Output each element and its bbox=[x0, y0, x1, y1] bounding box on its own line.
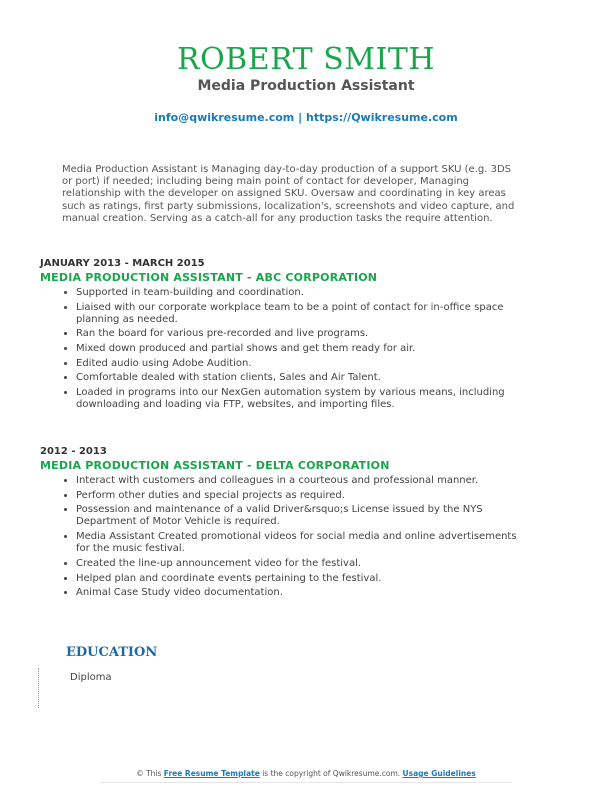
footer-divider bbox=[100, 782, 512, 783]
candidate-role: Media Production Assistant bbox=[197, 78, 415, 94]
job-bullet: Interact with customers and colleagues in a courteous and professional manner. bbox=[64, 475, 519, 487]
summary-paragraph: Media Production Assistant is Managing day-to-day production of a support SKU (e.g. 3DS or port) if needed; including being main point of contact for developer, Managing relationship with the developer on assigned SKU. Oversaw and coordinating in key areas such as ratings, first party submissions, localization's, screenshots and video capture, and manual creation. Serving as a catch-all for any production tasks the require attention. bbox=[62, 164, 515, 224]
job-bullet: Helped plan and coordinate events pertaining to the festival. bbox=[64, 573, 519, 585]
contact-separator: | bbox=[298, 111, 303, 124]
contact-line bbox=[0, 111, 612, 124]
free-resume-template-link[interactable]: Free Resume Template bbox=[163, 769, 260, 778]
usage-guidelines-link[interactable]: Usage Guidelines bbox=[402, 769, 476, 778]
job-bullet: Possession and maintenance of a valid Driver&rsquo;s License issued by the NYS Department of Motor Vehicle is required. bbox=[64, 504, 519, 529]
job-bullet: Animal Case Study video documentation. bbox=[64, 587, 519, 599]
education-divider bbox=[38, 668, 39, 708]
job-bullet: Liaised with our corporate workplace team to be a point of contact for in-office space planning as needed. bbox=[64, 302, 519, 327]
job-bullet: Perform other duties and special projects as required. bbox=[64, 490, 519, 502]
job-bullet: Edited audio using Adobe Audition. bbox=[64, 358, 519, 370]
job-bullet-list bbox=[64, 475, 530, 599]
footer bbox=[0, 769, 612, 778]
job-dates: JANUARY 2013 - MARCH 2015 bbox=[40, 258, 205, 269]
job-title: MEDIA PRODUCTION ASSISTANT - ABC CORPORATION bbox=[40, 271, 378, 284]
footer-middle: is the copyright of Qwikresume.com. bbox=[262, 769, 401, 778]
job-dates: 2012 - 2013 bbox=[40, 446, 107, 457]
job-bullet-list bbox=[64, 287, 530, 411]
website-link[interactable]: https://Qwikresume.com bbox=[305, 111, 458, 124]
job-bullet: Created the line-up announcement video for the festival. bbox=[64, 558, 519, 570]
job-bullet: Comfortable dealed with station clients, Sales and Air Talent. bbox=[64, 372, 519, 384]
candidate-name: ROBERT SMITH bbox=[176, 42, 436, 77]
job-bullet: Ran the board for various pre-recorded and live programs. bbox=[64, 328, 519, 340]
education-item: Diploma bbox=[70, 672, 112, 683]
footer-prefix: © This bbox=[136, 769, 162, 778]
job-entry-delta bbox=[40, 446, 530, 602]
email-link[interactable]: info@qwikresume.com bbox=[154, 111, 295, 124]
job-entry-abc bbox=[40, 258, 530, 414]
job-bullet: Supported in team-building and coordination. bbox=[64, 287, 519, 299]
job-title: MEDIA PRODUCTION ASSISTANT - DELTA CORPORATION bbox=[40, 459, 390, 472]
education-heading: EDUCATION bbox=[66, 645, 158, 660]
job-bullet: Media Assistant Created promotional videos for social media and online advertisements for the music festival. bbox=[64, 531, 519, 556]
job-bullet: Loaded in programs into our NexGen automation system by various means, including downloading and loading via FTP, websites, and importing files. bbox=[64, 387, 519, 412]
job-bullet: Mixed down produced and partial shows and get them ready for air. bbox=[64, 343, 519, 355]
